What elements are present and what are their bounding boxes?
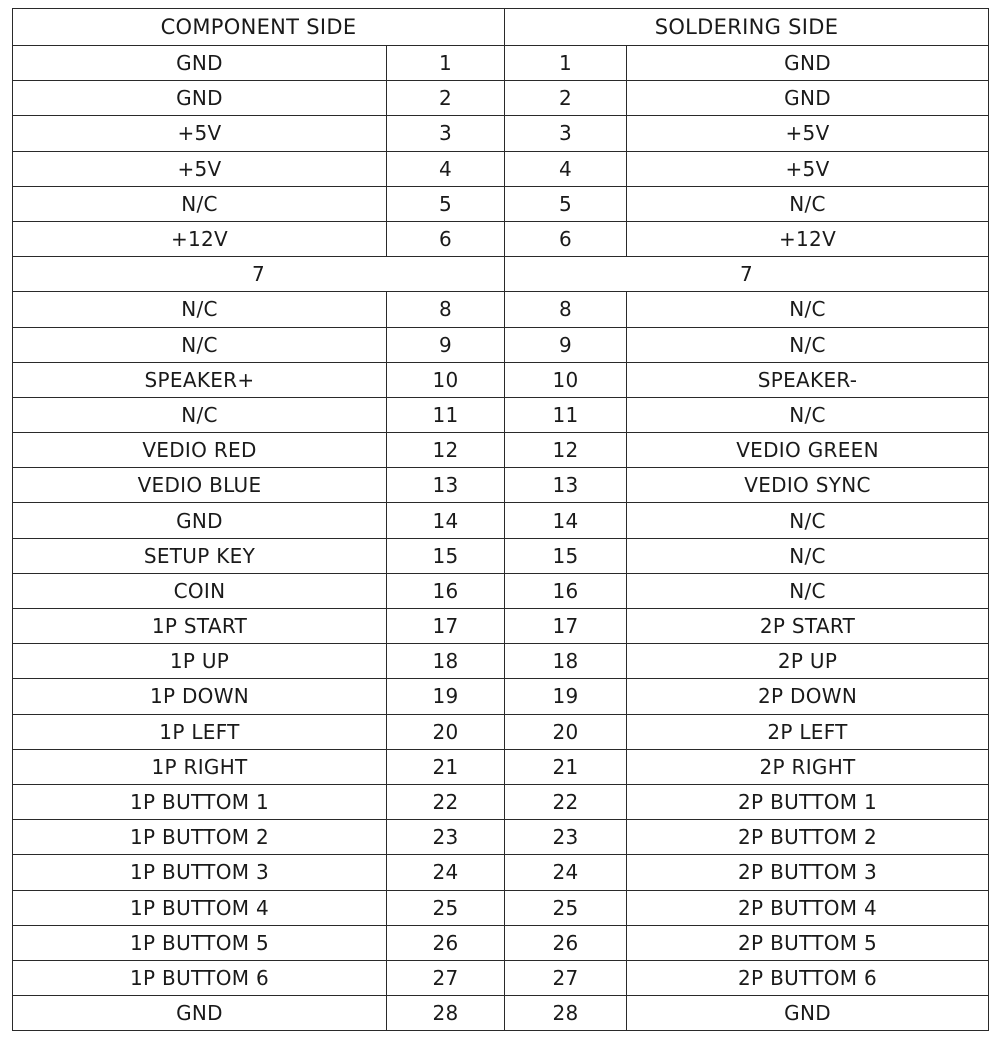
component-pin-cell: 27: [387, 960, 505, 995]
solder-signal-cell: 2P START: [627, 609, 989, 644]
table-row: [13, 820, 989, 855]
solder-signal-cell: 2P BUTTOM 2: [627, 820, 989, 855]
component-pin-cell: 18: [387, 644, 505, 679]
table-row: [13, 186, 989, 221]
solder-pin-cell: 11: [505, 397, 627, 432]
table-row: [13, 573, 989, 608]
component-pin-cell: 26: [387, 925, 505, 960]
component-side-header: COMPONENT SIDE: [13, 9, 505, 46]
component-signal-cell: 1P BUTTOM 4: [13, 890, 387, 925]
component-signal-cell: 1P BUTTOM 6: [13, 960, 387, 995]
component-signal-cell: GND: [13, 81, 387, 116]
solder-signal-cell: SPEAKER-: [627, 362, 989, 397]
component-pin-cell: 5: [387, 186, 505, 221]
solder-pin-cell: 18: [505, 644, 627, 679]
component-signal-cell: 1P BUTTOM 2: [13, 820, 387, 855]
component-signal-cell: +5V: [13, 116, 387, 151]
table-row: [13, 749, 989, 784]
component-pin-cell: 17: [387, 609, 505, 644]
table-row: [13, 538, 989, 573]
table-row: [13, 996, 989, 1031]
solder-signal-cell: 2P BUTTOM 6: [627, 960, 989, 995]
component-pin-cell: 25: [387, 890, 505, 925]
solder-pin-cell: 5: [505, 186, 627, 221]
table-row: [13, 151, 989, 186]
table-row: [13, 609, 989, 644]
component-signal-cell: +12V: [13, 221, 387, 256]
solder-pin-cell: 2: [505, 81, 627, 116]
solder-key-cell: 7: [505, 257, 989, 292]
component-signal-cell: 1P BUTTOM 5: [13, 925, 387, 960]
component-pin-cell: 28: [387, 996, 505, 1031]
table-row: [13, 960, 989, 995]
solder-signal-cell: +5V: [627, 116, 989, 151]
table-row: [13, 468, 989, 503]
solder-signal-cell: GND: [627, 46, 989, 81]
solder-signal-cell: GND: [627, 81, 989, 116]
solder-pin-cell: 3: [505, 116, 627, 151]
component-key-cell: 7: [13, 257, 505, 292]
table-row: [13, 503, 989, 538]
solder-signal-cell: N/C: [627, 538, 989, 573]
pinout-table: [12, 8, 989, 1031]
solder-pin-cell: 4: [505, 151, 627, 186]
solder-pin-cell: 15: [505, 538, 627, 573]
table-row: [13, 116, 989, 151]
solder-signal-cell: 2P BUTTOM 1: [627, 784, 989, 819]
solder-pin-cell: 19: [505, 679, 627, 714]
table-row: [13, 81, 989, 116]
component-pin-cell: 10: [387, 362, 505, 397]
solder-pin-cell: 26: [505, 925, 627, 960]
pin-rows: [13, 46, 989, 1031]
component-pin-cell: 15: [387, 538, 505, 573]
solder-pin-cell: 10: [505, 362, 627, 397]
component-pin-cell: 6: [387, 221, 505, 256]
component-signal-cell: SETUP KEY: [13, 538, 387, 573]
component-signal-cell: N/C: [13, 327, 387, 362]
table-row: [13, 714, 989, 749]
component-pin-cell: 8: [387, 292, 505, 327]
component-signal-cell: +5V: [13, 151, 387, 186]
solder-signal-cell: N/C: [627, 292, 989, 327]
component-pin-cell: 13: [387, 468, 505, 503]
component-pin-cell: 24: [387, 855, 505, 890]
solder-signal-cell: 2P DOWN: [627, 679, 989, 714]
solder-pin-cell: 20: [505, 714, 627, 749]
solder-pin-cell: 28: [505, 996, 627, 1031]
table-row: [13, 925, 989, 960]
solder-pin-cell: 17: [505, 609, 627, 644]
table-row: [13, 221, 989, 256]
table-row: [13, 644, 989, 679]
solder-pin-cell: 24: [505, 855, 627, 890]
key-row: [13, 257, 989, 292]
component-signal-cell: GND: [13, 46, 387, 81]
solder-pin-cell: 8: [505, 292, 627, 327]
table-row: [13, 397, 989, 432]
solder-signal-cell: GND: [627, 996, 989, 1031]
component-signal-cell: 1P DOWN: [13, 679, 387, 714]
component-signal-cell: 1P BUTTOM 3: [13, 855, 387, 890]
table-row: [13, 679, 989, 714]
component-signal-cell: SPEAKER+: [13, 362, 387, 397]
table-row: [13, 292, 989, 327]
component-pin-cell: 1: [387, 46, 505, 81]
component-pin-cell: 3: [387, 116, 505, 151]
solder-signal-cell: VEDIO GREEN: [627, 433, 989, 468]
component-pin-cell: 9: [387, 327, 505, 362]
header-row: [13, 9, 989, 46]
component-pin-cell: 12: [387, 433, 505, 468]
component-signal-cell: GND: [13, 996, 387, 1031]
component-signal-cell: COIN: [13, 573, 387, 608]
solder-signal-cell: 2P BUTTOM 5: [627, 925, 989, 960]
component-signal-cell: VEDIO BLUE: [13, 468, 387, 503]
solder-signal-cell: 2P UP: [627, 644, 989, 679]
solder-signal-cell: +12V: [627, 221, 989, 256]
solder-pin-cell: 23: [505, 820, 627, 855]
solder-pin-cell: 27: [505, 960, 627, 995]
component-signal-cell: N/C: [13, 186, 387, 221]
component-signal-cell: GND: [13, 503, 387, 538]
component-signal-cell: 1P BUTTOM 1: [13, 784, 387, 819]
component-pin-cell: 4: [387, 151, 505, 186]
component-pin-cell: 23: [387, 820, 505, 855]
table-row: [13, 327, 989, 362]
table-row: [13, 46, 989, 81]
solder-pin-cell: 25: [505, 890, 627, 925]
component-pin-cell: 11: [387, 397, 505, 432]
table-row: [13, 784, 989, 819]
solder-pin-cell: 6: [505, 221, 627, 256]
component-pin-cell: 22: [387, 784, 505, 819]
table-row: [13, 362, 989, 397]
solder-signal-cell: 2P BUTTOM 3: [627, 855, 989, 890]
solder-pin-cell: 9: [505, 327, 627, 362]
table-row: [13, 890, 989, 925]
solder-signal-cell: N/C: [627, 327, 989, 362]
component-signal-cell: VEDIO RED: [13, 433, 387, 468]
solder-signal-cell: N/C: [627, 397, 989, 432]
component-signal-cell: 1P RIGHT: [13, 749, 387, 784]
component-pin-cell: 21: [387, 749, 505, 784]
component-signal-cell: 1P START: [13, 609, 387, 644]
solder-pin-cell: 13: [505, 468, 627, 503]
soldering-side-header: SOLDERING SIDE: [505, 9, 989, 46]
component-pin-cell: 14: [387, 503, 505, 538]
solder-signal-cell: N/C: [627, 573, 989, 608]
component-pin-cell: 19: [387, 679, 505, 714]
table-row: [13, 855, 989, 890]
solder-pin-cell: 21: [505, 749, 627, 784]
component-pin-cell: 16: [387, 573, 505, 608]
component-signal-cell: N/C: [13, 292, 387, 327]
solder-signal-cell: VEDIO SYNC: [627, 468, 989, 503]
solder-signal-cell: 2P RIGHT: [627, 749, 989, 784]
component-pin-cell: 2: [387, 81, 505, 116]
solder-signal-cell: N/C: [627, 503, 989, 538]
solder-pin-cell: 22: [505, 784, 627, 819]
solder-signal-cell: N/C: [627, 186, 989, 221]
component-signal-cell: 1P LEFT: [13, 714, 387, 749]
component-pin-cell: 20: [387, 714, 505, 749]
solder-pin-cell: 1: [505, 46, 627, 81]
solder-signal-cell: +5V: [627, 151, 989, 186]
solder-pin-cell: 16: [505, 573, 627, 608]
solder-pin-cell: 12: [505, 433, 627, 468]
component-signal-cell: N/C: [13, 397, 387, 432]
table-row: [13, 433, 989, 468]
solder-pin-cell: 14: [505, 503, 627, 538]
solder-signal-cell: 2P LEFT: [627, 714, 989, 749]
component-signal-cell: 1P UP: [13, 644, 387, 679]
solder-signal-cell: 2P BUTTOM 4: [627, 890, 989, 925]
